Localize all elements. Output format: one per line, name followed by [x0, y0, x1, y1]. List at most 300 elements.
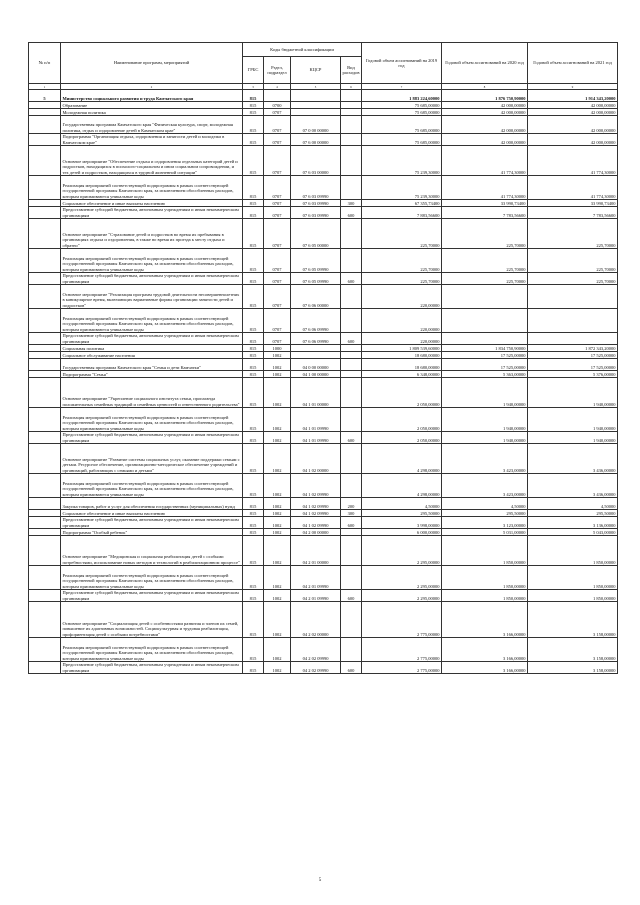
cell-2020: 42 000,00000	[442, 102, 528, 109]
cell-grbs: 815	[243, 345, 264, 352]
cell-name: Предоставление субсидий бюджетным, автономным учреждениям и иным некоммерческим организациям	[61, 662, 243, 674]
cell-grbs: 815	[243, 432, 264, 444]
cell-vr	[341, 474, 362, 498]
cell-grbs: 815	[243, 517, 264, 529]
cell-2020: 3 123,00000	[442, 517, 528, 529]
table-row	[29, 432, 618, 444]
cell-name: Основное мероприятие "Обеспечение отдыха и оздоровления отдельных категорий детей и подростков, находящихся в психолого-социальном и ином социальном сопровождении, и тех детей и подростков, находящихся в трудной жизненной ситуации"	[61, 146, 243, 176]
cell-2021: 17 525,00000	[528, 352, 618, 359]
cell-2020: 7 783,56600	[442, 207, 528, 219]
cell-2020: 3 166,00000	[442, 602, 528, 638]
cell-vr: 600	[341, 333, 362, 345]
cell-csr: 04 2 01 09990	[291, 590, 341, 602]
cell-2019: 2 050,00000	[362, 378, 442, 408]
cell-csr	[291, 90, 341, 102]
cell-2021: 42 000,00000	[528, 116, 618, 134]
cell-csr: 07 6 03 09990	[291, 200, 341, 207]
cell-rzpr: 0707	[264, 200, 291, 207]
cell-2019: 225,70000	[362, 273, 442, 285]
cell-vr	[341, 176, 362, 200]
table-row	[29, 333, 618, 345]
cell-vr	[341, 566, 362, 590]
table-row	[29, 249, 618, 273]
cell-2020: 42 000,00000	[442, 134, 528, 146]
cell-2021: 42 000,00000	[528, 102, 618, 109]
header-2021: Годовой объем ассигнований на 2021 год	[528, 43, 618, 84]
cell-vr	[341, 249, 362, 273]
table-row	[29, 134, 618, 146]
table-row	[29, 200, 618, 207]
cell-2020: 1 876 750,90000	[442, 90, 528, 102]
table-row	[29, 102, 618, 109]
cell-num	[29, 498, 61, 510]
cell-vr: 600	[341, 662, 362, 674]
cell-vr: 600	[341, 517, 362, 529]
cell-2020: 42 000,00000	[442, 109, 528, 116]
cell-2019: 4 298,00000	[362, 474, 442, 498]
cell-2020: 41 774,30000	[442, 176, 528, 200]
cell-grbs: 815	[243, 638, 264, 662]
cell-2020: 1 940,00000	[442, 408, 528, 432]
cell-num	[29, 333, 61, 345]
cell-csr	[291, 345, 341, 352]
cell-grbs: 815	[243, 408, 264, 432]
cell-rzpr: 1002	[264, 378, 291, 408]
cell-2020	[442, 333, 528, 345]
cell-name: Социальное обеспечение и иные выплаты населению	[61, 510, 243, 517]
cell-2021: 17 525,00000	[528, 359, 618, 371]
cell-2019: 75 685,00000	[362, 134, 442, 146]
cell-name: Реализация мероприятий соответствующей подпрограммы в рамках соответствующей государственной программы Камчатского края, за исключением обособленных расходов, которым присваиваются уникальные коды	[61, 566, 243, 590]
cell-num	[29, 444, 61, 474]
cell-num	[29, 352, 61, 359]
table-row	[29, 207, 618, 219]
cell-num	[29, 200, 61, 207]
table-row	[29, 352, 618, 359]
cell-csr: 07 6 03 09990	[291, 207, 341, 219]
cell-rzpr: 1002	[264, 602, 291, 638]
cell-vr	[341, 444, 362, 474]
cell-num	[29, 109, 61, 116]
cell-2019: 2 050,00000	[362, 408, 442, 432]
cell-grbs: 815	[243, 359, 264, 371]
cell-name: Предоставление субсидий бюджетным, автономным учреждениям и иным некоммерческим организациям	[61, 333, 243, 345]
cell-2019: 225,70000	[362, 219, 442, 249]
cell-2019: 220,00000	[362, 285, 442, 309]
cell-2019: 2 050,00000	[362, 432, 442, 444]
cell-rzpr: 1002	[264, 590, 291, 602]
cell-rzpr: 0700	[264, 102, 291, 109]
cell-name: Реализация мероприятий соответствующей подпрограммы в рамках соответствующей государственной программы Камчатского края, за исключением обособленных расходов, которым присваиваются уникальные коды	[61, 408, 243, 432]
cell-grbs: 815	[243, 352, 264, 359]
cell-vr	[341, 408, 362, 432]
column-index: 1	[29, 84, 61, 90]
cell-rzpr: 0707	[264, 116, 291, 134]
cell-2019: 295,50000	[362, 510, 442, 517]
table-row	[29, 566, 618, 590]
cell-grbs: 815	[243, 378, 264, 408]
cell-2020: 1 834 750,90000	[442, 345, 528, 352]
cell-2020	[442, 285, 528, 309]
cell-2020: 1 940,00000	[442, 378, 528, 408]
cell-vr	[341, 90, 362, 102]
cell-vr: 600	[341, 207, 362, 219]
cell-csr: 04 2 02 00000	[291, 602, 341, 638]
cell-2019: 1 809 539,60000	[362, 345, 442, 352]
cell-grbs: 815	[243, 474, 264, 498]
table-row	[29, 498, 618, 510]
header-name: Наименование программ, мероприятий	[61, 43, 243, 84]
table-row	[29, 176, 618, 200]
cell-grbs: 815	[243, 200, 264, 207]
cell-csr: 04 1 02 09990	[291, 498, 341, 510]
cell-name: Образование	[61, 102, 243, 109]
cell-name: Социальное обеспечение и иные выплаты населению	[61, 200, 243, 207]
cell-2021	[528, 333, 618, 345]
cell-csr: 07 6 05 09990	[291, 249, 341, 273]
cell-name: Подпрограмма "Семья"	[61, 371, 243, 378]
cell-vr	[341, 536, 362, 566]
cell-grbs: 815	[243, 498, 264, 510]
header-2019: Годовой объем ассигнований на 2019 год	[362, 43, 442, 84]
cell-grbs: 815	[243, 529, 264, 536]
cell-rzpr: 0707	[264, 309, 291, 333]
cell-2021: 1 850,00000	[528, 590, 618, 602]
cell-rzpr: 1002	[264, 444, 291, 474]
cell-2021: 1 914 343,20000	[528, 90, 618, 102]
cell-2021: 3 158,00000	[528, 662, 618, 674]
cell-grbs: 815	[243, 333, 264, 345]
cell-2021: 41 774,30000	[528, 146, 618, 176]
cell-num	[29, 309, 61, 333]
cell-2021	[528, 285, 618, 309]
header-num: № п/п	[29, 43, 61, 84]
cell-grbs: 815	[243, 662, 264, 674]
cell-grbs: 815	[243, 249, 264, 273]
cell-name: Предоставление субсидий бюджетным, автономным учреждениям и иным некоммерческим организациям	[61, 517, 243, 529]
table-row	[29, 378, 618, 408]
cell-csr: 07 6 06 09990	[291, 309, 341, 333]
cell-2019: 18 680,00000	[362, 359, 442, 371]
cell-grbs: 815	[243, 207, 264, 219]
header-csr: КЦСР	[291, 57, 341, 84]
cell-2020: 3 166,00000	[442, 638, 528, 662]
cell-2020: 5 031,00000	[442, 529, 528, 536]
cell-name: Основное мероприятие "Укрепление социального института семьи, пропаганда положительных семейных традиций и семейных ценностей и ответственного родительства"	[61, 378, 243, 408]
cell-2019: 2 775,00000	[362, 662, 442, 674]
cell-2020: 5 363,00000	[442, 371, 528, 378]
cell-2019: 6 348,00000	[362, 371, 442, 378]
cell-rzpr: 1002	[264, 408, 291, 432]
cell-name: Реализация мероприятий соответствующей подпрограммы в рамках соответствующей государственной программы Камчатского края, за исключением обособленных расходов, которым присваиваются уникальные коды	[61, 474, 243, 498]
cell-2019: 75 239,30000	[362, 146, 442, 176]
cell-name: Предоставление субсидий бюджетным, автономным учреждениям и иным некоммерческим организациям	[61, 273, 243, 285]
cell-name: Молодежная политика	[61, 109, 243, 116]
cell-rzpr: 0707	[264, 109, 291, 116]
cell-num: 5	[29, 90, 61, 102]
cell-2021: 3 436,00000	[528, 474, 618, 498]
cell-2020: 3 166,00000	[442, 662, 528, 674]
cell-vr	[341, 371, 362, 378]
cell-name: Предоставление субсидий бюджетным, автономным учреждениям и иным некоммерческим организациям	[61, 207, 243, 219]
table-body	[29, 84, 618, 674]
cell-rzpr: 1002	[264, 359, 291, 371]
cell-vr	[341, 359, 362, 371]
cell-2021: 1 940,00000	[528, 378, 618, 408]
header-rzpr: Рздел, подраздел	[264, 57, 291, 84]
cell-csr: 07 6 06 09990	[291, 333, 341, 345]
cell-2019: 4,50000	[362, 498, 442, 510]
table-row	[29, 90, 618, 102]
cell-num	[29, 102, 61, 109]
cell-name: Основное мероприятие "Страхование детей и подростков во время их пребывания в организациях отдыха и оздоровления, в также во время их проезда к месту отдыха и обратно"	[61, 219, 243, 249]
cell-rzpr: 1002	[264, 510, 291, 517]
cell-grbs: 815	[243, 219, 264, 249]
table-row	[29, 285, 618, 309]
cell-num	[29, 510, 61, 517]
cell-rzpr: 0707	[264, 134, 291, 146]
cell-csr: 04 2 01 09990	[291, 566, 341, 590]
cell-csr: 04 2 02 09990	[291, 638, 341, 662]
cell-csr: 04 1 01 00000	[291, 378, 341, 408]
cell-rzpr: 0707	[264, 176, 291, 200]
cell-csr: 04 2 01 00000	[291, 536, 341, 566]
cell-2020: 225,70000	[442, 219, 528, 249]
cell-num	[29, 219, 61, 249]
cell-2021: 225,70000	[528, 219, 618, 249]
cell-2019: 7 883,56600	[362, 207, 442, 219]
cell-2019: 220,00000	[362, 333, 442, 345]
cell-csr: 07 6 05 09990	[291, 273, 341, 285]
table-row	[29, 219, 618, 249]
cell-2020: 33 990,73400	[442, 200, 528, 207]
cell-rzpr: 0707	[264, 249, 291, 273]
cell-rzpr	[264, 90, 291, 102]
cell-csr: 07 6 06 00000	[291, 285, 341, 309]
column-index: 6	[341, 84, 362, 90]
cell-rzpr: 1002	[264, 432, 291, 444]
cell-2021: 1 850,00000	[528, 536, 618, 566]
cell-vr	[341, 219, 362, 249]
column-index: 4	[264, 84, 291, 90]
cell-vr	[341, 345, 362, 352]
column-index: 9	[528, 84, 618, 90]
cell-2020: 1 850,00000	[442, 536, 528, 566]
cell-2019: 2 775,00000	[362, 602, 442, 638]
cell-vr: 600	[341, 590, 362, 602]
cell-num	[29, 602, 61, 638]
cell-rzpr: 1002	[264, 566, 291, 590]
header-grbs: ГРБС	[243, 57, 264, 84]
table-row	[29, 345, 618, 352]
cell-rzpr: 1002	[264, 638, 291, 662]
cell-2020: 225,70000	[442, 249, 528, 273]
cell-2021: 5 043,00000	[528, 529, 618, 536]
cell-grbs: 815	[243, 90, 264, 102]
cell-num	[29, 474, 61, 498]
cell-num	[29, 662, 61, 674]
cell-vr	[341, 529, 362, 536]
cell-2020: 41 774,30000	[442, 146, 528, 176]
table-row	[29, 408, 618, 432]
cell-2019: 220,00000	[362, 309, 442, 333]
cell-2019: 2 295,00000	[362, 536, 442, 566]
cell-2020: 3 423,00000	[442, 444, 528, 474]
cell-csr: 04 0 00 00000	[291, 359, 341, 371]
cell-csr: 04 1 02 09990	[291, 517, 341, 529]
header-2020: Годовой объем ассигнований на 2020 год	[442, 43, 528, 84]
cell-2020: 295,50000	[442, 510, 528, 517]
cell-csr: 07 0 00 00000	[291, 116, 341, 134]
cell-grbs: 815	[243, 176, 264, 200]
cell-num	[29, 378, 61, 408]
cell-name: Государственная программа Камчатского края "Физическая культура, спорт, молодежная политика, отдых и оздоровление детей в Камчатском крае"	[61, 116, 243, 134]
cell-csr: 04 1 02 00000	[291, 444, 341, 474]
cell-csr: 07 6 00 00000	[291, 134, 341, 146]
cell-grbs: 815	[243, 309, 264, 333]
table-row	[29, 510, 618, 517]
cell-grbs: 815	[243, 602, 264, 638]
cell-vr: 200	[341, 498, 362, 510]
cell-num	[29, 590, 61, 602]
cell-name: Социальная политика	[61, 345, 243, 352]
table-row	[29, 474, 618, 498]
cell-grbs: 815	[243, 109, 264, 116]
cell-csr: 04 1 02 09990	[291, 474, 341, 498]
cell-vr	[341, 109, 362, 116]
cell-2021: 3 158,00000	[528, 638, 618, 662]
header-vr: Вид расходов	[341, 57, 362, 84]
cell-rzpr: 1002	[264, 498, 291, 510]
cell-2021: 295,50000	[528, 510, 618, 517]
table-row	[29, 590, 618, 602]
cell-csr: 04 1 01 09990	[291, 432, 341, 444]
cell-num	[29, 134, 61, 146]
cell-grbs: 815	[243, 510, 264, 517]
column-index: 2	[61, 84, 243, 90]
cell-grbs: 815	[243, 134, 264, 146]
cell-name: Министерство социального развития и труда Камчатского края	[61, 90, 243, 102]
cell-csr	[291, 352, 341, 359]
cell-name: Реализация мероприятий соответствующей подпрограммы в рамках соответствующей государственной программы Камчатского края, за исключением обособленных расходов, которым присваиваются уникальные коды	[61, 176, 243, 200]
table-row	[29, 371, 618, 378]
cell-2019: 75 239,30000	[362, 176, 442, 200]
cell-2021: 41 774,30000	[528, 176, 618, 200]
cell-name: Предоставление субсидий бюджетным, автономным учреждениям и иным некоммерческим организациям	[61, 590, 243, 602]
table-row	[29, 444, 618, 474]
cell-name: Подпрограмма "Особый ребенок"	[61, 529, 243, 536]
cell-vr	[341, 102, 362, 109]
cell-csr: 04 2 02 09990	[291, 662, 341, 674]
cell-num	[29, 176, 61, 200]
cell-grbs: 815	[243, 285, 264, 309]
cell-2021: 42 000,00000	[528, 134, 618, 146]
table-row	[29, 273, 618, 285]
column-index: 7	[362, 84, 442, 90]
cell-num	[29, 517, 61, 529]
cell-rzpr: 1000	[264, 345, 291, 352]
table-row	[29, 109, 618, 116]
cell-name: Государственная программа Камчатского края "Семья и дети Камчатки"	[61, 359, 243, 371]
cell-csr: 07 6 05 00000	[291, 219, 341, 249]
cell-2019: 6 000,00000	[362, 529, 442, 536]
cell-num	[29, 638, 61, 662]
cell-2019: 4 298,00000	[362, 444, 442, 474]
cell-name: Основное мероприятие "Развитие системы социальных услуг, оказание поддержки семьям с детьми. Ресурсное обеспечение, организационно-методическое обеспечение учреждений и организаций, работающих с семьями и детьми"	[61, 444, 243, 474]
cell-2021: 7 783,56600	[528, 207, 618, 219]
cell-name: Основное мероприятие "Медицинская и социальная реабилитация детей с особыми потребностями, использование новых методов и технологий в реабилитационном процессе"	[61, 536, 243, 566]
cell-2021: 225,70000	[528, 273, 618, 285]
cell-2021	[528, 309, 618, 333]
cell-num	[29, 207, 61, 219]
cell-num	[29, 359, 61, 371]
cell-grbs: 815	[243, 444, 264, 474]
cell-num	[29, 116, 61, 134]
cell-2019: 75 685,00000	[362, 102, 442, 109]
cell-name: Подпрограмма "Организация отдыха, оздоровления и занятости детей и молодежи в Камчатском крае"	[61, 134, 243, 146]
cell-2020	[442, 309, 528, 333]
cell-grbs: 815	[243, 371, 264, 378]
cell-name: Закупка товаров, работ и услуг для обеспечения государственных (муниципальных) нужд	[61, 498, 243, 510]
cell-vr: 300	[341, 510, 362, 517]
cell-2019: 67 355,73400	[362, 200, 442, 207]
cell-name: Реализация мероприятий соответствующей подпрограммы в рамках соответствующей государственной программы Камчатского края, за исключением обособленных расходов, которым присваиваются уникальные коды	[61, 309, 243, 333]
cell-2021: 3 436,00000	[528, 444, 618, 474]
cell-2021: 3 136,00000	[528, 517, 618, 529]
cell-num	[29, 566, 61, 590]
cell-2021: 42 000,00000	[528, 109, 618, 116]
cell-grbs: 815	[243, 146, 264, 176]
cell-rzpr: 1002	[264, 474, 291, 498]
cell-2019: 2 295,00000	[362, 590, 442, 602]
cell-2020: 1 850,00000	[442, 566, 528, 590]
cell-2021: 5 376,00000	[528, 371, 618, 378]
cell-2019: 1 883 224,60000	[362, 90, 442, 102]
budget-table	[28, 42, 618, 674]
cell-vr	[341, 352, 362, 359]
header-codes: Коды бюджетной классификации	[243, 43, 362, 57]
cell-rzpr: 1002	[264, 352, 291, 359]
cell-2021: 1 940,00000	[528, 408, 618, 432]
column-index: 8	[442, 84, 528, 90]
cell-2019: 2 295,00000	[362, 566, 442, 590]
cell-num	[29, 273, 61, 285]
cell-2020: 42 000,00000	[442, 116, 528, 134]
cell-2021: 1 940,00000	[528, 432, 618, 444]
cell-2021: 1 850,00000	[528, 566, 618, 590]
cell-num	[29, 345, 61, 352]
cell-2021: 225,70000	[528, 249, 618, 273]
cell-rzpr: 0707	[264, 273, 291, 285]
cell-name: Основное мероприятие "Реализация программ трудовой деятельности несовершеннолетних в каникулярное время, включающих вариативные формы организации занятости детей и подростков"	[61, 285, 243, 309]
cell-2019: 75 685,00000	[362, 109, 442, 116]
table-row	[29, 536, 618, 566]
cell-csr	[291, 102, 341, 109]
cell-rzpr: 0707	[264, 146, 291, 176]
cell-num	[29, 285, 61, 309]
table-row	[29, 517, 618, 529]
cell-vr	[341, 602, 362, 638]
cell-2021: 33 990,73400	[528, 200, 618, 207]
cell-csr: 04 2 00 00000	[291, 529, 341, 536]
cell-2019: 18 680,00000	[362, 352, 442, 359]
table-row	[29, 662, 618, 674]
cell-grbs: 815	[243, 590, 264, 602]
cell-2020: 17 525,00000	[442, 359, 528, 371]
cell-grbs: 815	[243, 116, 264, 134]
cell-name: Основное мероприятие "Социализация детей с особенностями развития и членов их семей, повышение их адаптивных возможностей. Социокультурная и трудовая реабилитация, профориентация детей с особыми потребностями"	[61, 602, 243, 638]
cell-csr: 04 1 01 09990	[291, 408, 341, 432]
